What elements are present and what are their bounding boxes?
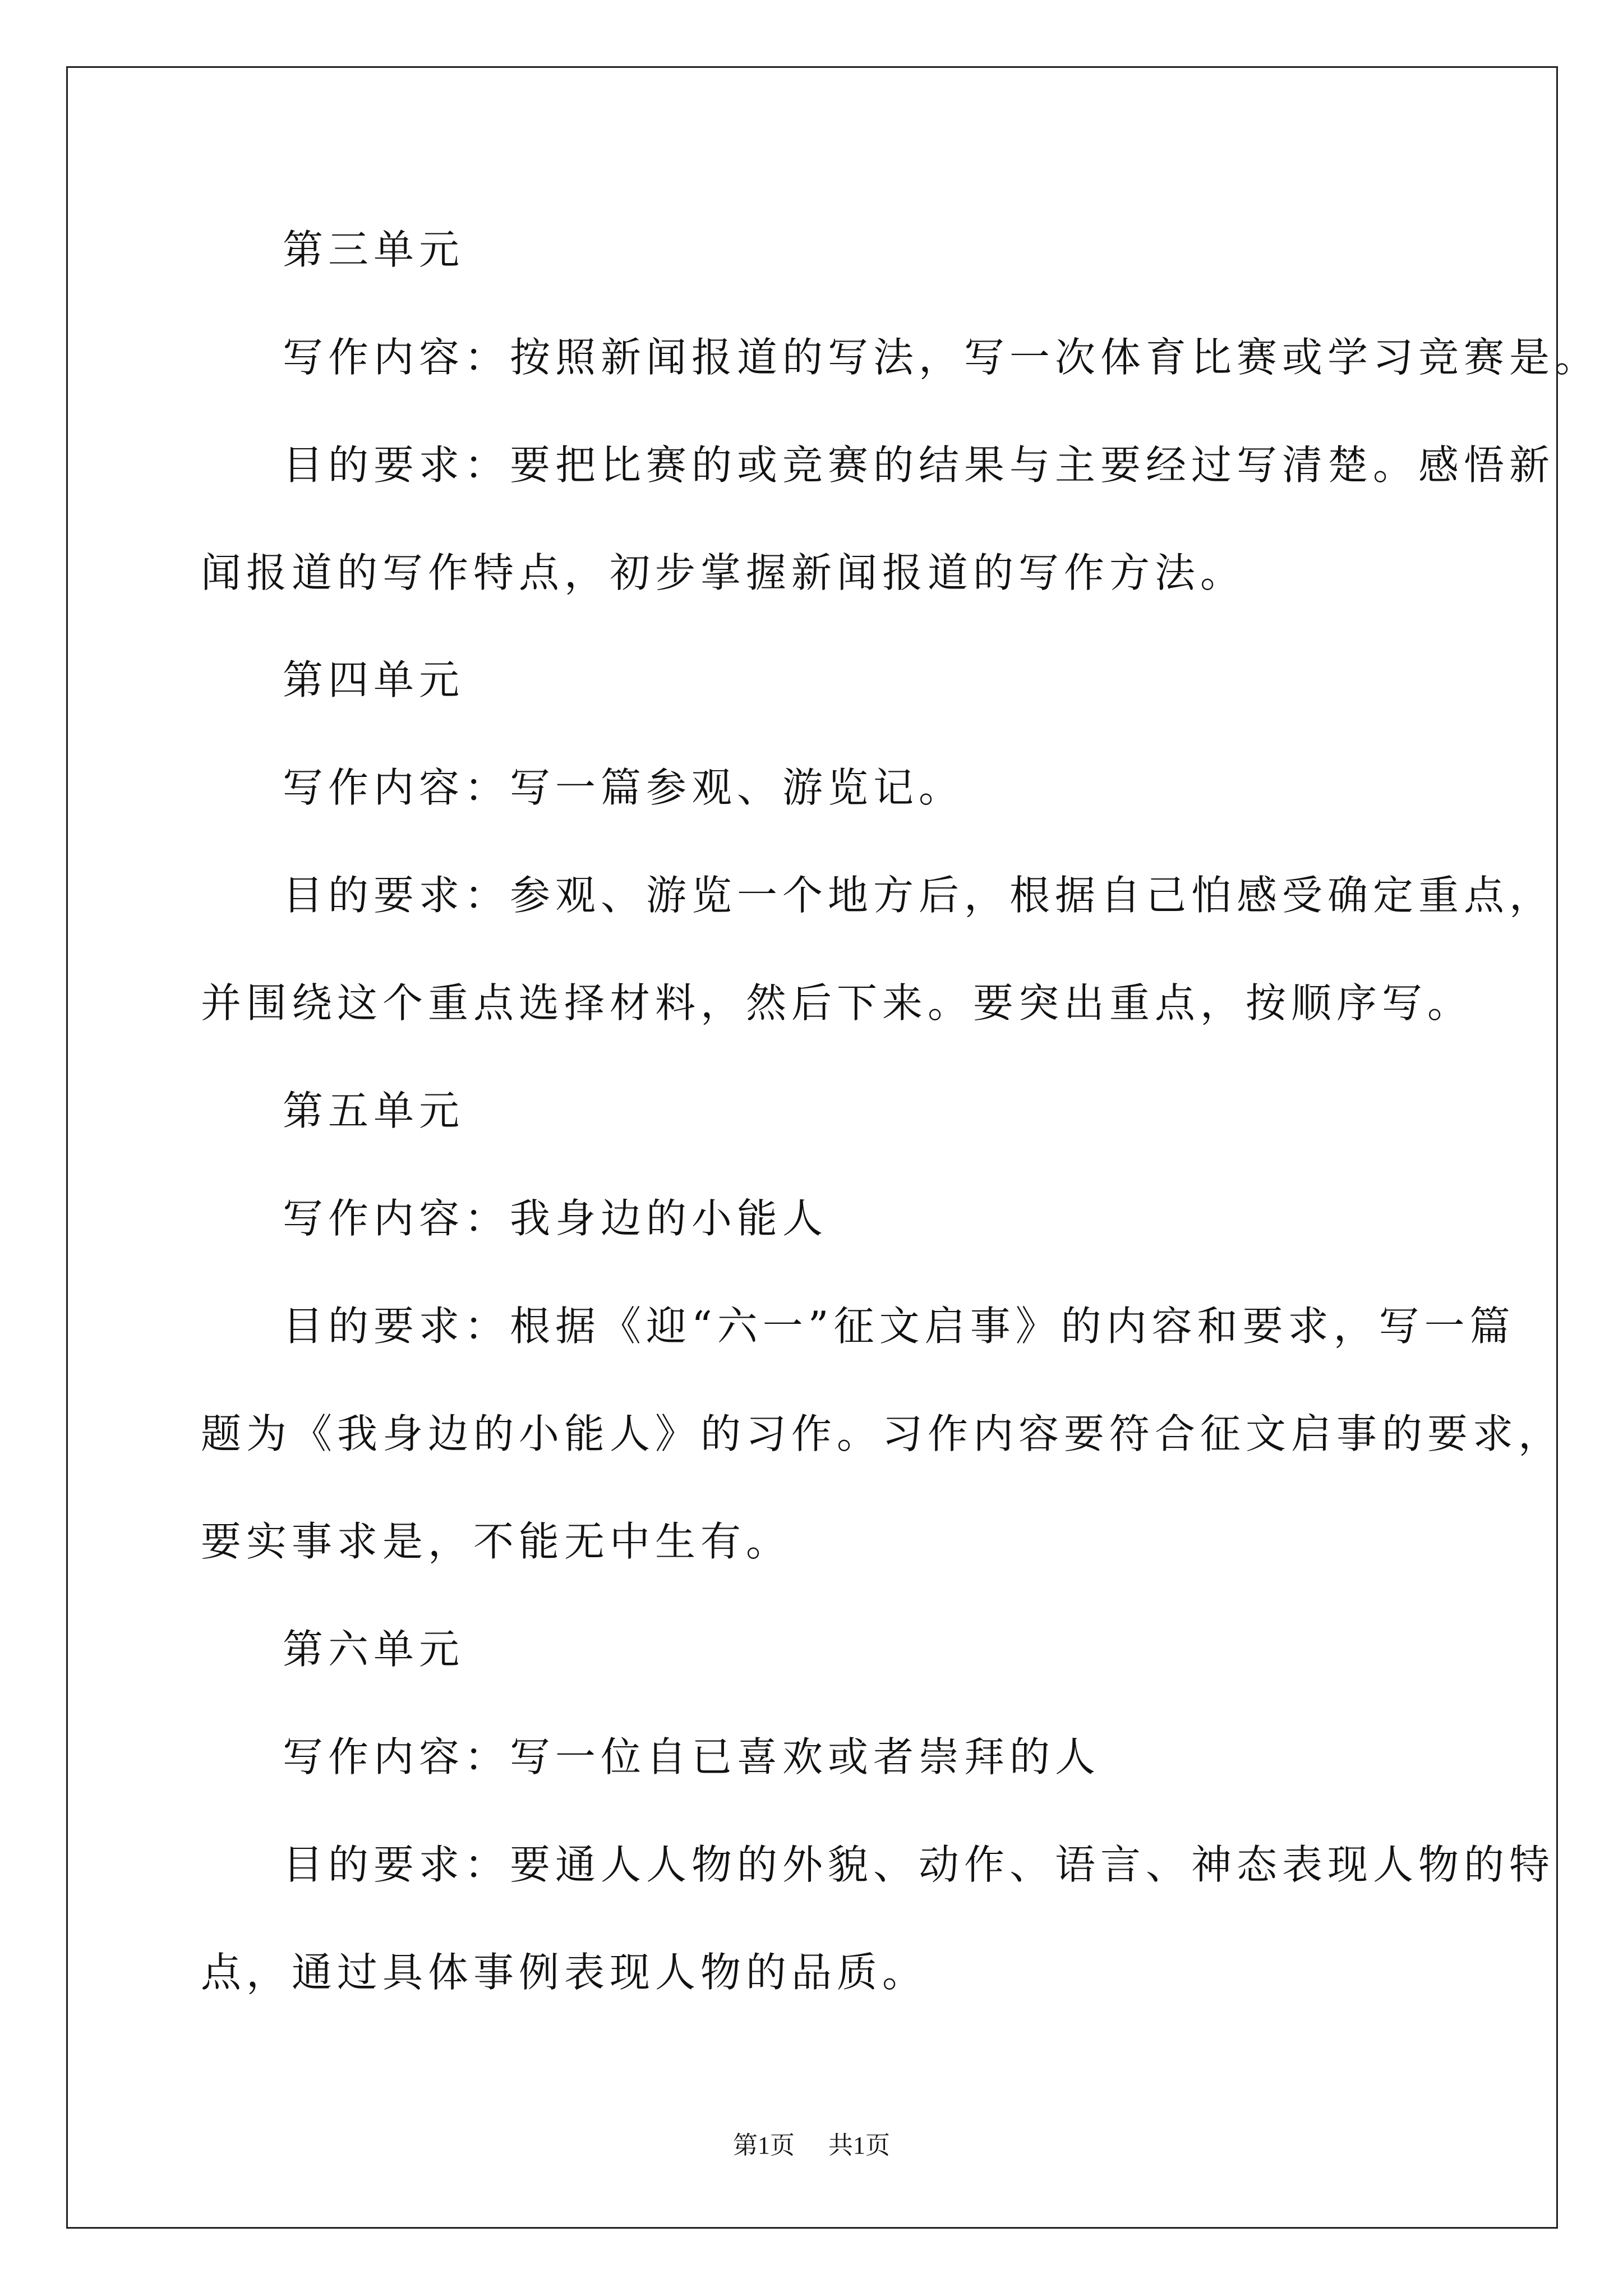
paragraph-line: 写作内容：按照新闻报道的写法，写一次体育比赛或学习竞赛是。 — [283, 334, 1601, 381]
page-border — [66, 66, 1558, 2229]
page-footer — [0, 2132, 1623, 2160]
paragraph-line: 写作内容：写一位自已喜欢或者崇拜的人 — [283, 1733, 1101, 1780]
paragraph-line: 点，通过具体事例表现人物的品质。 — [201, 1949, 928, 1996]
page-total: 共1页 — [828, 2132, 890, 2159]
paragraph-line: 目的要求：参观、游览一个地方后，根据自己怕感受确定重点， — [283, 872, 1555, 919]
paragraph-line: 并围绕这个重点选择材料，然后下来。要突出重点，按顺序写。 — [201, 979, 1473, 1027]
section-heading: 第四单元 — [283, 656, 465, 703]
paragraph-line: 题为《我身边的小能人》的习作。习作内容要符合征文启事的要求， — [201, 1410, 1564, 1457]
page-number: 第1页 — [733, 2132, 795, 2159]
paragraph-line: 闻报道的写作特点，初步掌握新闻报道的写作方法。 — [201, 549, 1246, 596]
section-heading: 第六单元 — [283, 1626, 465, 1673]
paragraph-line: 目的要求：要把比赛的或竞赛的结果与主要经过写清楚。感悟新 — [283, 441, 1555, 489]
paragraph-line: 要实事求是，不能无中生有。 — [201, 1518, 792, 1565]
paragraph-line: 写作内容：写一篇参观、游览记。 — [283, 764, 965, 811]
section-heading: 第五单元 — [283, 1087, 465, 1134]
paragraph-line: 目的要求：根据《迎“六一”征文启事》的内容和要求，写一篇 — [283, 1303, 1515, 1350]
section-heading: 第三单元 — [283, 226, 465, 273]
paragraph-line: 写作内容：我身边的小能人 — [283, 1195, 828, 1242]
paragraph-line: 目的要求：要通人人物的外貌、动作、语言、神态表现人物的特 — [283, 1841, 1555, 1888]
